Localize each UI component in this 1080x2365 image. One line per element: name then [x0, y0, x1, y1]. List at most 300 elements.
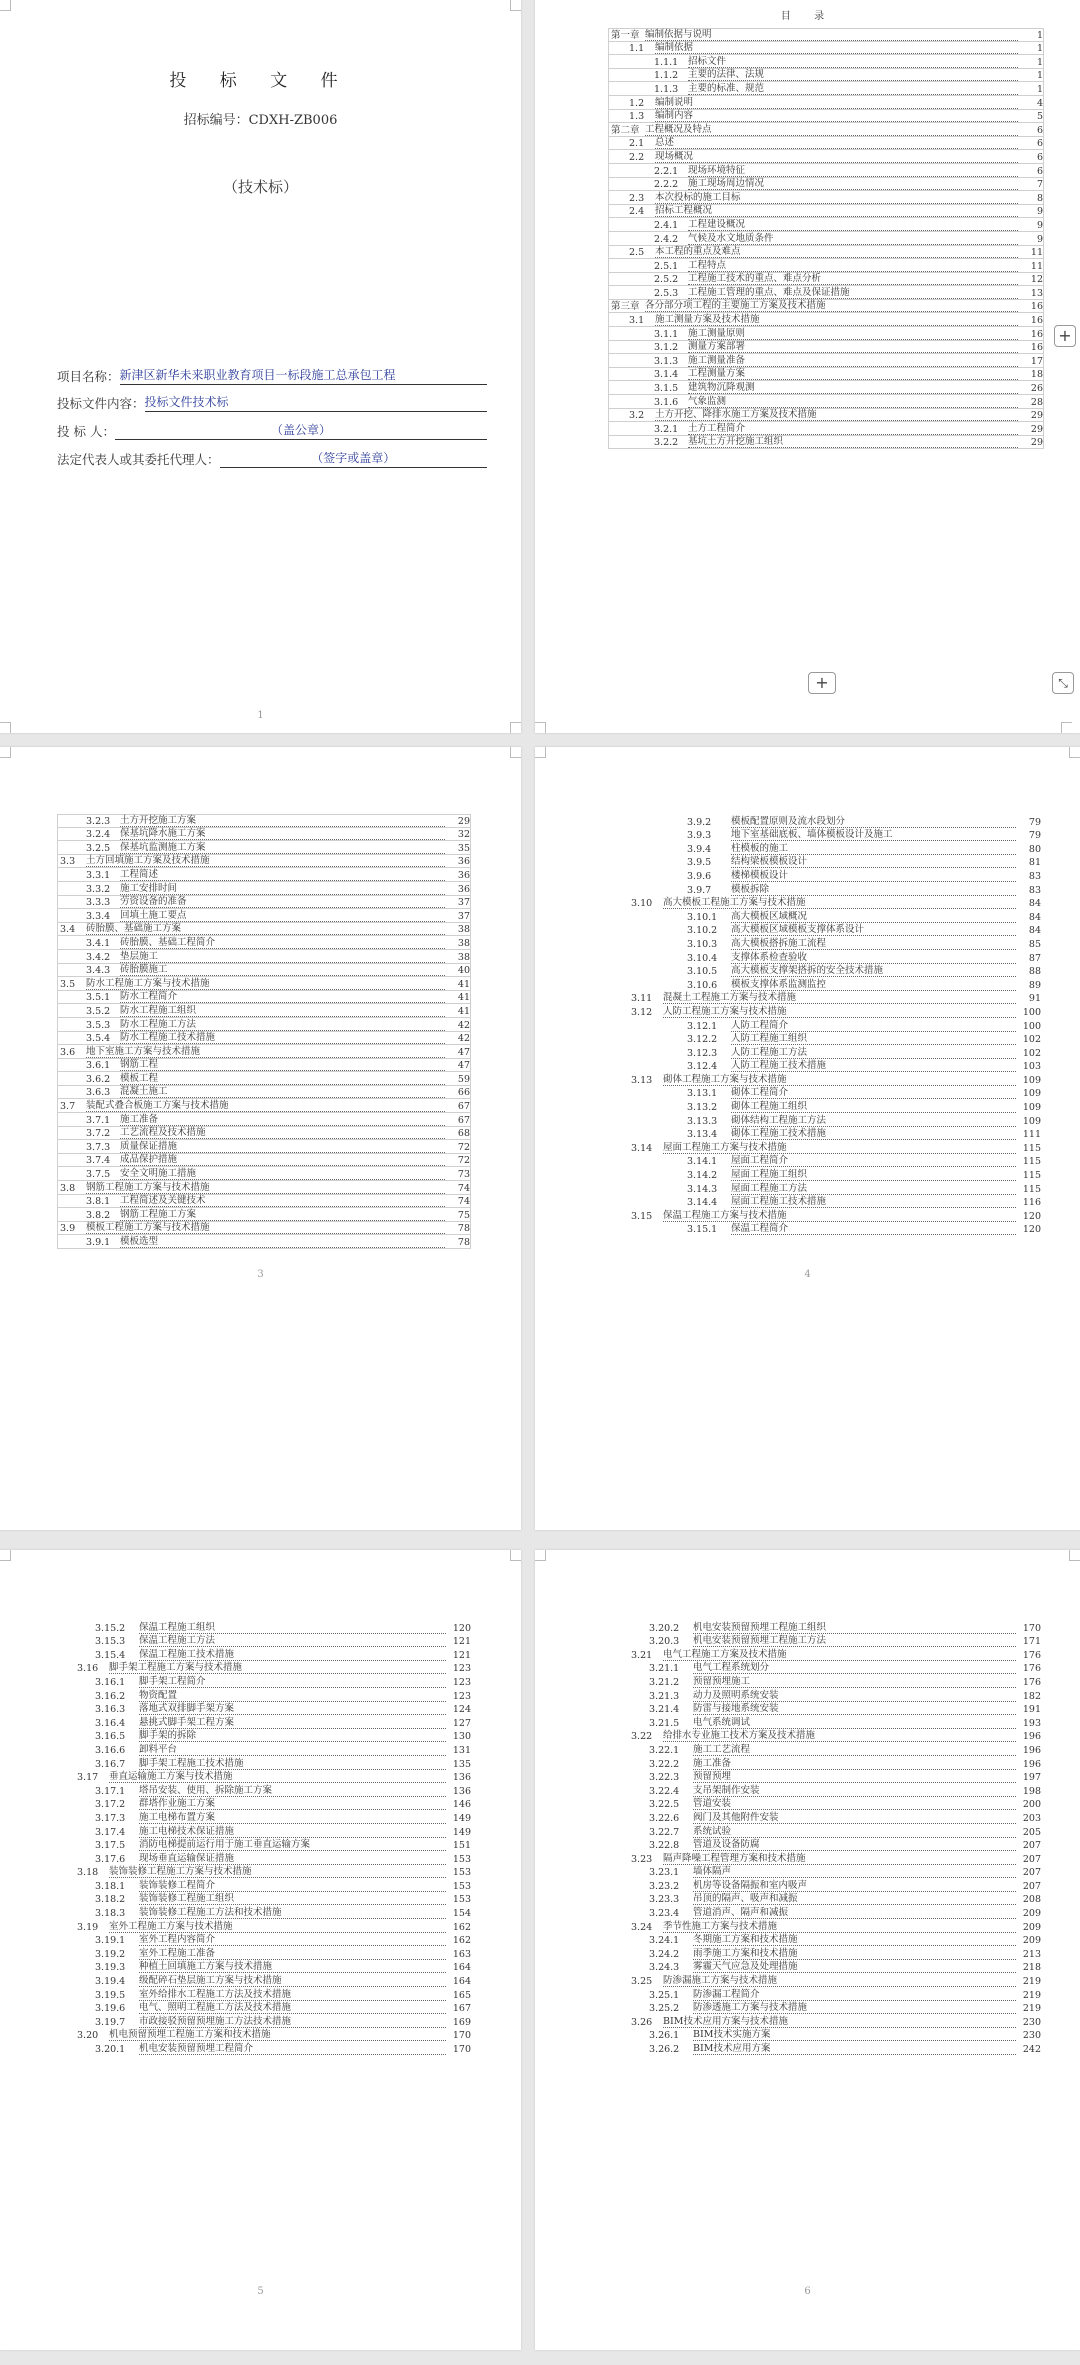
toc-entry-page: 120: [1022, 1224, 1041, 1236]
toc-entry-page: 213: [1022, 1948, 1041, 1960]
toc-entry-title: 各分部分项工程的主要施工方案及技术措施: [645, 297, 1018, 312]
toc-entry-title: 砖胎膜、基础施工方案: [86, 920, 445, 935]
toc-entry-number: 1.3: [629, 111, 645, 123]
toc-entry-page: 68: [457, 1128, 470, 1140]
toc-entry-title: 气候及水文地质条件: [688, 230, 1018, 245]
toc-entry-title: 种植土回填施工方案与技术措施: [139, 1958, 446, 1973]
toc-entry-title: 施工测量方案及技术措施: [655, 311, 1018, 326]
toc-entry-number: 3.19.5: [95, 1989, 126, 2001]
corner-mark: [0, 747, 11, 758]
toc-entry-page: 13: [1030, 287, 1043, 299]
toc-entry-number: 3.18.2: [95, 1894, 126, 1906]
toc-entry-number: 3.22.8: [649, 1840, 680, 1852]
toc-entry-title: 预留预埋: [693, 1768, 1016, 1783]
bidder-field: [57, 421, 487, 440]
toc-entry-page: 198: [1022, 1785, 1041, 1797]
toc-entry-page: 42: [457, 1033, 470, 1045]
toc-entry-number: 3.24.1: [649, 1935, 680, 1947]
toc-entry-title: 回填土施工要点: [120, 907, 445, 922]
toc-entry-number: 3.19.6: [95, 2003, 126, 2015]
toc-entry-number: 3.10: [631, 898, 653, 910]
toc-entry-number: 2.4.1: [654, 219, 679, 231]
toc-entry-page: 176: [1022, 1663, 1041, 1675]
toc-entry-number: 3.18.1: [95, 1880, 126, 1892]
corner-mark: [535, 747, 546, 758]
toc-entry-title: 土方开挖、降排水施工方案及技术措施: [655, 406, 1018, 421]
toc-entry-page: 109: [1022, 1115, 1041, 1127]
toc-entry-page: 191: [1022, 1704, 1041, 1716]
toc-table: [57, 814, 471, 1249]
toc-entry-number: 3.15.4: [95, 1649, 126, 1661]
toc-entry-page: 162: [452, 1935, 471, 1947]
toc-entry-page: 78: [457, 1237, 470, 1248]
toc-entry-page: 116: [1022, 1197, 1041, 1209]
toc-entry-page: 26: [1030, 383, 1043, 395]
toc-entry-page: 165: [452, 1989, 471, 2001]
toc-entry-title: 安全文明施工措施: [120, 1165, 445, 1180]
toc-entry-number: 3.1.1: [654, 328, 679, 340]
toc-entry-title: 脚手架的拆除: [139, 1727, 446, 1742]
toc-entry-number: 3.23: [631, 1853, 653, 1865]
add-button-side[interactable]: +: [1054, 325, 1076, 347]
toc-entry-title: 高大模板区域概况: [731, 908, 1016, 923]
toc-entry-page: 89: [1028, 979, 1041, 991]
toc-entry-title: 招标工程概况: [655, 202, 1018, 217]
toc-entry-number: 3.21.2: [649, 1676, 680, 1688]
toc-entry-page: 41: [457, 1005, 470, 1017]
toc-entry-page: 42: [457, 1019, 470, 1031]
toc-entry-page: 16: [1030, 342, 1043, 354]
toc-entry[interactable]: [608, 436, 1044, 450]
toc-entry-page: 16: [1030, 315, 1043, 327]
toc-entry-page: 115: [1022, 1170, 1041, 1182]
toc-entry-number: 3.4.2: [86, 951, 111, 963]
toc-entry-title: 电气工程系统划分: [693, 1659, 1016, 1674]
toc-entry-title: 砌体工程施工方案与技术措施: [663, 1071, 1016, 1086]
toc-entry-page: 67: [457, 1114, 470, 1126]
toc-entry-page: 115: [1022, 1156, 1041, 1168]
toc-entry-number: 3.16.2: [95, 1690, 126, 1702]
toc-list: [57, 1620, 471, 2055]
toc-entry-page: 36: [457, 869, 470, 881]
toc-entry-number: 2.3: [629, 192, 645, 204]
toc-entry-title: 群塔作业施工方案: [139, 1795, 446, 1810]
toc-entry-title: 工程施工技术的重点、难点分析: [688, 270, 1018, 285]
toc-entry-page: 153: [452, 1853, 471, 1865]
toc-entry-number: 1.1.3: [654, 83, 679, 95]
toc-entry-number: 3.16.4: [95, 1717, 126, 1729]
toc-entry-number: 3.17: [77, 1772, 99, 1784]
corner-mark: [510, 0, 521, 11]
toc-entry-page: 35: [457, 842, 470, 854]
toc-entry-page: 9: [1036, 219, 1043, 231]
toc-entry-page: 207: [1022, 1867, 1041, 1879]
toc-entry-page: 167: [452, 2003, 471, 2015]
toc-entry-title: 高大模板搭拆施工流程: [731, 935, 1016, 950]
toc-entry-page: 149: [452, 1812, 471, 1824]
page-number: 1: [257, 710, 264, 721]
toc-entry-page: 218: [1022, 1962, 1041, 1974]
toc-entry-page: 84: [1028, 925, 1041, 937]
toc-entry-title: 砖胎膜施工: [120, 961, 445, 976]
toc-entry-title: 劳资设备的准备: [120, 893, 445, 908]
toc-entry-title: 屋面工程施工方案与技术措施: [663, 1139, 1016, 1154]
corner-mark: [0, 0, 11, 11]
toc-entry-page: 29: [1030, 437, 1043, 449]
toc-entry-number: 3.13.4: [687, 1129, 718, 1141]
toc-entry-page: 1: [1036, 43, 1043, 55]
toc-entry-page: 9: [1036, 206, 1043, 218]
toc-entry-title: 钢筋工程施工方案: [120, 1206, 445, 1221]
toc-entry-number: 3.8.1: [86, 1196, 111, 1208]
page-number: 6: [804, 2286, 811, 2297]
toc-entry-page: 207: [1022, 1840, 1041, 1852]
toc-entry-title: 编制依据: [655, 39, 1018, 54]
toc-entry-title: 防渗漏工程简介: [693, 1986, 1016, 2001]
toc-entry-number: 3.9.7: [687, 884, 712, 896]
toc-entry-number: 第三章: [611, 301, 640, 313]
toc-entry-page: 72: [457, 1155, 470, 1167]
toc-entry-number: 3.23.3: [649, 1894, 680, 1906]
toc-entry-title: 装配式叠合板施工方案与技术措施: [86, 1097, 445, 1112]
toc-entry-title: 主要的标准、规范: [688, 80, 1018, 95]
toc-entry-page: 78: [457, 1223, 470, 1235]
toc-entry-page: 151: [452, 1840, 471, 1852]
toc-table: [608, 28, 1044, 449]
toc-entry-page: 41: [457, 992, 470, 1004]
toc-entry-title: 隔声降噪工程管理方案和技术措施: [663, 1850, 1016, 1865]
toc-entry-page: 84: [1028, 898, 1041, 910]
toc-entry-title: 垫层施工: [120, 948, 445, 963]
toc-entry-title: 本工程的重点及难点: [655, 243, 1018, 258]
toc-entry-page: 18: [1030, 369, 1043, 381]
toc-entry-title: 管道及设备防腐: [693, 1836, 1016, 1851]
toc-entry-title: 现场垂直运输保证措施: [139, 1850, 446, 1865]
toc-entry-title: 装饰装修工程施工组织: [139, 1890, 446, 1905]
toc-entry-number: 3.5.3: [86, 1019, 111, 1031]
toc-entry-number: 3.13.3: [687, 1115, 718, 1127]
toc-entry-title: 气象监测: [688, 393, 1018, 408]
toc-entry-number: 3.2.4: [86, 829, 111, 841]
toc-entry-title: 冬期施工方案和技术措施: [693, 1931, 1016, 1946]
toc-entry-title: BIM技术应用方案与技术措施: [663, 2013, 1016, 2028]
page-5: [0, 1550, 521, 2350]
toc-entry-number: 3.26.1: [649, 2030, 680, 2042]
toc-entry-title: 人防工程简介: [731, 1017, 1016, 1032]
toc-entry-number: 3.3.1: [86, 869, 111, 881]
toc-entry-title: 现场概况: [655, 148, 1018, 163]
toc-entry-title: 结构梁板模板设计: [731, 853, 1016, 868]
toc-entry-title: 室外工程施工方案与技术措施: [109, 1918, 446, 1933]
toc-entry-page: 6: [1036, 165, 1043, 177]
toc-entry-title: 人防工程施工技术措施: [731, 1057, 1016, 1072]
toc-entry-page: 207: [1022, 1880, 1041, 1892]
toc-entry[interactable]: [57, 1235, 471, 1249]
toc-entry-number: 3.2.3: [86, 815, 111, 827]
toc-entry-page: 103: [1022, 1061, 1041, 1073]
toc-entry-number: 3.22.3: [649, 1772, 680, 1784]
toc-entry-page: 123: [452, 1663, 471, 1675]
toc-entry-title: 管道消声、隔声和减振: [693, 1904, 1016, 1919]
toc-entry[interactable]: [611, 1222, 1041, 1236]
toc-entry-title: 电气、照明工程施工方法及技术措施: [139, 1999, 446, 2014]
toc-entry-number: 3.22.7: [649, 1826, 680, 1838]
toc-entry-title: 机电安装预留预埋工程施工组织: [693, 1619, 1016, 1634]
toc-entry-title: 模板工程: [120, 1070, 445, 1085]
tech-bid-label: （技术标）: [222, 178, 298, 196]
toc-entry-title: 机电预留预埋工程施工方案和技术措施: [109, 2026, 446, 2041]
toc-entry-page: 8: [1036, 192, 1043, 204]
toc-entry-page: 136: [452, 1785, 471, 1797]
toc-entry-number: 3.1.3: [654, 355, 679, 367]
toc-entry-number: 3.17.1: [95, 1785, 126, 1797]
toc-entry-title: 模板配置原则及流水段划分: [731, 813, 1016, 828]
toc-entry-page: 74: [457, 1182, 470, 1194]
toc-entry-page: 79: [1028, 816, 1041, 828]
field-value: 投标文件技术标: [145, 393, 487, 412]
toc-entry-number: 3.6: [60, 1046, 76, 1058]
toc-entry-page: 164: [452, 1976, 471, 1988]
toc-entry-title: 脚手架工程施工方案与技术措施: [109, 1659, 446, 1674]
toc-entry-title: 人防工程施工组织: [731, 1030, 1016, 1045]
add-page-button[interactable]: +: [808, 672, 836, 694]
toc-entry-page: 29: [457, 815, 470, 827]
toc-entry-page: 209: [1022, 1908, 1041, 1920]
toc-entry-title: 高大模板工程施工方案与技术措施: [663, 894, 1016, 909]
toc-entry-page: 170: [1022, 1622, 1041, 1634]
toc-entry-number: 3.5.2: [86, 1005, 111, 1017]
toc-entry-title: 屋面工程施工组织: [731, 1166, 1016, 1181]
toc-entry-number: 3.21.1: [649, 1663, 680, 1675]
toc-entry-number: 3.25: [631, 1976, 653, 1988]
toc-entry-title: 垂直运输施工方案与技术措施: [109, 1768, 446, 1783]
toc-entry-title: 人防工程施工方案与技术措施: [663, 1003, 1016, 1018]
toc-entry-title: 室外工程内容简介: [139, 1931, 446, 1946]
toc-entry-title: 工程测量方案: [688, 365, 1018, 380]
toc-entry-number: 3.10.3: [687, 938, 718, 950]
toc-heading: 目 录: [780, 11, 835, 22]
toc-entry-title: 悬挑式脚手架工程方案: [139, 1714, 446, 1729]
expand-button[interactable]: ⤡: [1052, 672, 1074, 694]
toc-entry-title: 电气系统调试: [693, 1714, 1016, 1729]
toc-entry-number: 3.20.2: [649, 1622, 680, 1634]
toc-entry-page: 17: [1030, 355, 1043, 367]
toc-entry-number: 3.19.3: [95, 1962, 126, 1974]
toc-entry-page: 219: [1022, 1976, 1041, 1988]
toc-entry-title: 管道安装: [693, 1795, 1016, 1810]
toc-entry-title: 混凝土工程施工方案与技术措施: [663, 989, 1016, 1004]
toc-entry-number: 3.16.6: [95, 1744, 126, 1756]
bid-number: 招标编号：CDXH-ZB006: [183, 113, 338, 128]
toc-entry-title: 施工安排时间: [120, 880, 445, 895]
toc-entry-number: 3.7.2: [86, 1128, 111, 1140]
toc-entry-title: 保温工程施工方法: [139, 1632, 446, 1647]
toc-entry-page: 149: [452, 1826, 471, 1838]
toc-entry-title: 施工准备: [693, 1755, 1016, 1770]
toc-entry-page: 109: [1022, 1088, 1041, 1100]
toc-entry-title: 施工工艺流程: [693, 1741, 1016, 1756]
toc-entry-number: 3.3: [60, 856, 76, 868]
toc-entry-page: 170: [452, 2044, 471, 2055]
toc-entry-page: 219: [1022, 1989, 1041, 2001]
toc-entry-title: 市政接驳预留预埋施工方法技术措施: [139, 2013, 446, 2028]
toc-entry-title: 级配碎石垫层施工方案与技术措施: [139, 1972, 446, 1987]
toc-entry-page: 91: [1028, 993, 1041, 1005]
toc-entry-title: 土方开挖施工方案: [120, 812, 445, 827]
toc-entry-number: 3.3.2: [86, 883, 111, 895]
toc-entry-page: 196: [1022, 1731, 1041, 1743]
toc-entry-title: 物资配置: [139, 1687, 446, 1702]
toc-entry-number: 3.3.3: [86, 897, 111, 909]
toc-entry-page: 40: [457, 965, 470, 977]
toc-entry-number: 3.10.2: [687, 925, 718, 937]
toc-entry-page: 84: [1028, 911, 1041, 923]
toc-entry-title: 砌体结构工程施工方法: [731, 1112, 1016, 1127]
toc-entry-page: 32: [457, 829, 470, 841]
toc-entry-page: 59: [457, 1073, 470, 1085]
toc-entry-title: 室外给排水工程施工方法及技术措施: [139, 1986, 446, 2001]
toc-entry-number: 3.17.2: [95, 1799, 126, 1811]
toc-entry-number: 3.9.6: [687, 870, 712, 882]
toc-entry-number: 3.12: [631, 1006, 653, 1018]
toc-entry-page: 169: [452, 2016, 471, 2028]
toc-entry-page: 242: [1022, 2044, 1041, 2055]
toc-entry-number: 3.10.4: [687, 952, 718, 964]
toc-entry-number: 3.5: [60, 978, 76, 990]
toc-entry-number: 3.7: [60, 1101, 76, 1113]
toc-entry-title: 机电安装预留预埋工程施工方法: [693, 1632, 1016, 1647]
toc-entry[interactable]: [57, 2041, 471, 2055]
toc-entry-page: 203: [1022, 1812, 1041, 1824]
toc-entry-number: 3.19.2: [95, 1948, 126, 1960]
toc-entry-title: 地下室施工方案与技术措施: [86, 1043, 445, 1058]
toc-entry-page: 162: [452, 1921, 471, 1933]
toc-entry-number: 3.23.4: [649, 1908, 680, 1920]
toc-entry-title: 防水工程施工方法: [120, 1016, 445, 1031]
toc-entry-page: 153: [452, 1880, 471, 1892]
corner-mark: [510, 1550, 521, 1561]
toc-entry-page: 7: [1036, 179, 1043, 191]
toc-entry-title: 工程施工管理的重点、难点及保证措施: [688, 284, 1018, 299]
toc-entry-title: 雨季施工方案和技术措施: [693, 1945, 1016, 1960]
toc-entry-number: 3.4: [60, 924, 76, 936]
toc-entry-title: 施工准备: [120, 1111, 445, 1126]
page-6: [535, 1550, 1080, 2350]
toc-entry-page: 200: [1022, 1799, 1041, 1811]
toc-entry-title: 模板拆除: [731, 881, 1016, 896]
toc-entry-page: 1: [1036, 56, 1043, 68]
corner-mark: [1061, 722, 1072, 733]
toc-entry-number: 3.16.7: [95, 1758, 126, 1770]
page-number: 5: [257, 2286, 264, 2297]
toc-entry-number: 3.5.1: [86, 992, 111, 1004]
toc-entry-title: 成品保护措施: [120, 1151, 445, 1166]
toc-entry-title: 模板支撑体系监测监控: [731, 976, 1016, 991]
toc-entry-page: 196: [1022, 1744, 1041, 1756]
toc-entry-title: 编制说明: [655, 94, 1018, 109]
toc-entry-number: 3.7.1: [86, 1114, 111, 1126]
toc-entry-page: 81: [1028, 857, 1041, 869]
toc-entry-number: 3.24.3: [649, 1962, 680, 1974]
toc-entry-number: 3.26.2: [649, 2044, 680, 2055]
toc-entry-page: 83: [1028, 870, 1041, 882]
toc-entry-number: 3.2: [629, 410, 645, 422]
toc-entry-number: 3.17.6: [95, 1853, 126, 1865]
toc-entry-title: 楼梯模板设计: [731, 867, 1016, 882]
corner-mark: [0, 722, 11, 733]
toc-entry-title: 工程概况及特点: [645, 121, 1018, 136]
toc-entry-number: 3.17.4: [95, 1826, 126, 1838]
toc-entry-number: 3.14.1: [687, 1156, 718, 1168]
cover-title: 投 标 文 件: [169, 71, 352, 91]
toc-entry-title: 砌体工程施工技术措施: [731, 1125, 1016, 1140]
toc-entry-number: 3.21.5: [649, 1717, 680, 1729]
toc-entry-page: 67: [457, 1101, 470, 1113]
toc-entry-number: 3.11: [631, 993, 653, 1005]
toc-entry-title: 施工电梯布置方案: [139, 1809, 446, 1824]
toc-entry-number: 3.12.2: [687, 1034, 718, 1046]
toc-entry-page: 47: [457, 1046, 470, 1058]
toc-entry-number: 1.1: [629, 43, 645, 55]
toc-entry-page: 171: [1022, 1636, 1041, 1648]
toc-entry-title: 支吊架制作安装: [693, 1782, 1016, 1797]
toc-entry-title: BIM技术实施方案: [693, 2026, 1016, 2041]
toc-entry-page: 6: [1036, 151, 1043, 163]
toc-entry-page: 1: [1036, 29, 1043, 41]
toc-entry-title: 土方回填施工方案及技术措施: [86, 852, 445, 867]
toc-entry-page: 79: [1028, 830, 1041, 842]
toc-entry-number: 3.21.4: [649, 1704, 680, 1716]
toc-entry-title: 柱模板的施工: [731, 840, 1016, 855]
toc-entry-number: 3.22.6: [649, 1812, 680, 1824]
toc-list: [611, 814, 1041, 1235]
field-value: （盖公章）: [115, 421, 487, 440]
toc-entry-number: 3.15.1: [687, 1224, 718, 1236]
field-label: 项目名称：: [57, 369, 120, 384]
toc-entry[interactable]: [611, 2041, 1041, 2055]
toc-entry-number: 3.9.2: [687, 816, 712, 828]
toc-entry-title: 工程特点: [688, 257, 1018, 272]
toc-entry-number: 2.5.3: [654, 287, 679, 299]
toc-entry-page: 37: [457, 897, 470, 909]
corner-mark: [0, 1550, 11, 1561]
toc-entry-number: 3.19.1: [95, 1935, 126, 1947]
toc-entry-number: 3.8.2: [86, 1209, 111, 1221]
toc-entry-number: 3.1: [629, 315, 645, 327]
toc-entry-number: 1.2: [629, 97, 645, 109]
toc-entry-page: 209: [1022, 1921, 1041, 1933]
toc-entry-number: 3.2.2: [654, 437, 679, 449]
toc-entry-title: 雾霾天气应急及处理措施: [693, 1958, 1016, 1973]
toc-entry-title: 施工测量原则: [688, 325, 1018, 340]
toc-entry-page: 29: [1030, 423, 1043, 435]
toc-entry-title: 本次投标的施工目标: [655, 189, 1018, 204]
toc-entry-page: 83: [1028, 884, 1041, 896]
toc-entry-page: 36: [457, 856, 470, 868]
toc-entry-page: 80: [1028, 843, 1041, 855]
toc-entry-page: 153: [452, 1867, 471, 1879]
toc-entry-title: 保温工程施工技术措施: [139, 1646, 446, 1661]
toc-entry-number: 3.4.1: [86, 937, 111, 949]
toc-entry-page: 16: [1030, 301, 1043, 313]
toc-entry-page: 111: [1022, 1129, 1041, 1141]
content-field: [57, 393, 487, 412]
toc-entry-page: 47: [457, 1060, 470, 1072]
toc-entry-title: 塔吊安装、使用、拆除施工方案: [139, 1782, 446, 1797]
toc-entry-number: 3.1.2: [654, 342, 679, 354]
toc-entry-title: 模板选型: [120, 1233, 445, 1248]
toc-entry-title: 混凝土施工: [120, 1083, 445, 1098]
